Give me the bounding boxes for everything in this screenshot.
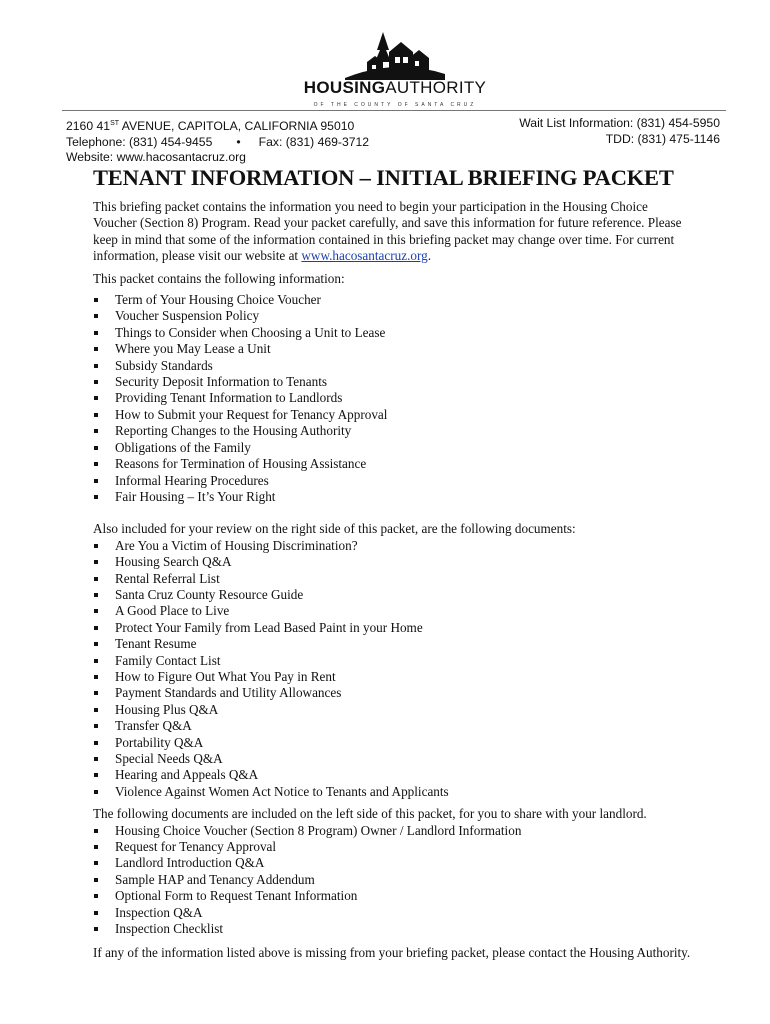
list-item: Things to Consider when Choosing a Unit to Lease [93, 325, 693, 341]
section3-lead: The following documents are included on the left side of this packet, for you to share with your landlord. [93, 806, 647, 822]
logo-tagline: OF THE COUNTY OF SANTA CRUZ [313, 102, 477, 108]
section3-list [93, 823, 693, 938]
list-item: Housing Choice Voucher (Section 8 Program) Owner / Landlord Information [93, 823, 693, 839]
section2-lead: Also included for your review on the right side of this packet, are the following documents: [93, 521, 576, 537]
document-body [93, 165, 693, 962]
list-item: Sample HAP and Tenancy Addendum [93, 872, 693, 888]
housing-authority-logo [300, 22, 490, 110]
logo-wordmark: HOUSINGAUTHORITY [303, 78, 487, 97]
list-item: Optional Form to Request Tenant Information [93, 888, 693, 904]
list-item: Reporting Changes to the Housing Authority [93, 423, 693, 439]
tdd-phone: TDD: (831) 475-1146 [605, 131, 720, 146]
list-item: Rental Referral List [93, 571, 693, 587]
list-item: Payment Standards and Utility Allowances [93, 685, 693, 701]
fax: Fax: (831) 469-3712 [258, 134, 370, 149]
list-item: Hearing and Appeals Q&A [93, 767, 693, 783]
list-item: Inspection Checklist [93, 921, 693, 937]
list-item: Obligations of the Family [93, 440, 693, 456]
list-item: Term of Your Housing Choice Voucher [93, 292, 693, 308]
list-item: Family Contact List [93, 653, 693, 669]
website: Website: www.hacosantacruz.org [66, 150, 246, 165]
list-item: Security Deposit Information to Tenants [93, 374, 693, 390]
website-link[interactable]: www.hacosantacruz.org [301, 248, 428, 264]
telephone: Telephone: (831) 454-9455 [66, 134, 213, 149]
houses-and-trees-logo-icon [345, 30, 445, 80]
list-item: A Good Place to Live [93, 603, 693, 619]
list-item: Where you May Lease a Unit [93, 341, 693, 357]
list-item: Fair Housing – It’s Your Right [93, 489, 693, 505]
list-item: Portability Q&A [93, 735, 693, 751]
section1-list [93, 292, 693, 505]
list-item: Protect Your Family from Lead Based Paint in your Home [93, 620, 693, 636]
separator-dot: • [236, 134, 241, 149]
list-item: Are You a Victim of Housing Discrimination? [93, 538, 693, 554]
list-item: Santa Cruz County Resource Guide [93, 587, 693, 603]
list-item: How to Figure Out What You Pay in Rent [93, 669, 693, 685]
list-item: Special Needs Q&A [93, 751, 693, 767]
list-item: Voucher Suspension Policy [93, 308, 693, 324]
list-item: How to Submit your Request for Tenancy Approval [93, 407, 693, 423]
waitlist-phone: Wait List Information: (831) 454-5950 [519, 116, 720, 130]
list-item: Landlord Introduction Q&A [93, 855, 693, 871]
page-title: TENANT INFORMATION – INITIAL BRIEFING PACKET [93, 165, 674, 190]
closing-paragraph: If any of the information listed above is missing from your briefing packet, please contact the Housing Authority. [93, 945, 691, 961]
list-item: Request for Tenancy Approval [93, 839, 693, 855]
list-item: Inspection Q&A [93, 905, 693, 921]
section1-lead: This packet contains the following information: [93, 270, 345, 286]
list-item: Informal Hearing Procedures [93, 473, 693, 489]
list-item: Reasons for Termination of Housing Assistance [93, 456, 693, 472]
header-divider [62, 110, 726, 111]
list-item: Housing Search Q&A [93, 554, 693, 570]
list-item: Subsidy Standards [93, 358, 693, 374]
contact-block [420, 116, 720, 147]
intro-paragraph: This briefing packet contains the information you need to begin your participation in the Housing Choice Voucher (Section 8) Program. Read your packet carefully, and save this information for future reference. Please keep in mind that some of the information contained in this briefing packet may change over time. For current information, please visit our website at www.hacosantacruz.org. [93, 199, 682, 264]
section2-list [93, 538, 693, 801]
list-item: Providing Tenant Information to Landlords [93, 390, 693, 406]
list-item: Tenant Resume [93, 636, 693, 652]
list-item: Violence Against Women Act Notice to Tenants and Applicants [93, 784, 693, 800]
list-item: Housing Plus Q&A [93, 702, 693, 718]
list-item: Transfer Q&A [93, 718, 693, 734]
street-address: 2160 41ST AVENUE, CAPITOLA, CALIFORNIA 95010 [66, 119, 355, 134]
